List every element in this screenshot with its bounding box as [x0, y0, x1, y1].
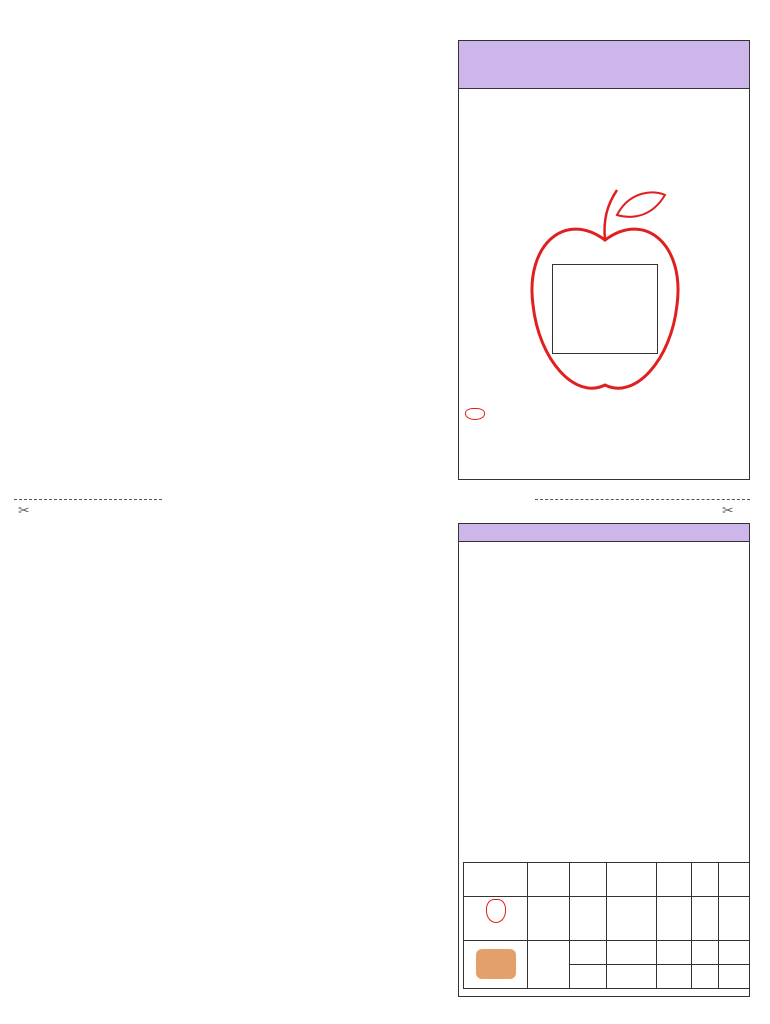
price-regular — [606, 897, 656, 941]
extra-total-input[interactable] — [656, 965, 691, 989]
check-apples-instruction — [463, 405, 748, 422]
pizza-slice-icon — [476, 949, 516, 979]
col-meals-header — [464, 863, 528, 897]
col-qty-header — [569, 863, 606, 897]
credited-input[interactable] — [528, 897, 569, 941]
extra-cash-checkbox[interactable] — [718, 965, 749, 989]
extra-qty — [569, 965, 606, 989]
pizza-cash-checkbox[interactable] — [718, 941, 749, 965]
col-cash-header — [718, 863, 749, 897]
scissors-icon-right: ✂ — [722, 502, 734, 518]
cash-checkbox[interactable] — [718, 897, 749, 941]
apple-meal-cell — [464, 897, 528, 941]
col-chq-header — [691, 863, 718, 897]
extra-price — [606, 965, 656, 989]
scissors-icon: ✂ — [18, 502, 30, 518]
note-header — [458, 40, 750, 89]
qty-input[interactable] — [569, 897, 606, 941]
pizza-total-input[interactable] — [656, 941, 691, 965]
cut-line-left — [14, 499, 162, 500]
pizza-credited-input[interactable] — [528, 941, 569, 989]
col-total-header — [656, 863, 691, 897]
form-title-bar — [458, 523, 750, 542]
small-apple-icon — [465, 408, 485, 420]
extra-chq-checkbox[interactable] — [691, 965, 718, 989]
apple-icon — [486, 899, 506, 923]
due-date-box — [552, 264, 658, 354]
price-table — [463, 862, 750, 989]
pizza-price — [606, 941, 656, 965]
pizza-qty — [569, 941, 606, 965]
pizza-chq-checkbox[interactable] — [691, 941, 718, 965]
col-price-header — [606, 863, 656, 897]
pizza-meal-cell — [464, 941, 528, 989]
total-input[interactable] — [656, 897, 691, 941]
cut-line-right — [535, 499, 750, 500]
col-credited-header — [528, 863, 569, 897]
chq-checkbox[interactable] — [691, 897, 718, 941]
